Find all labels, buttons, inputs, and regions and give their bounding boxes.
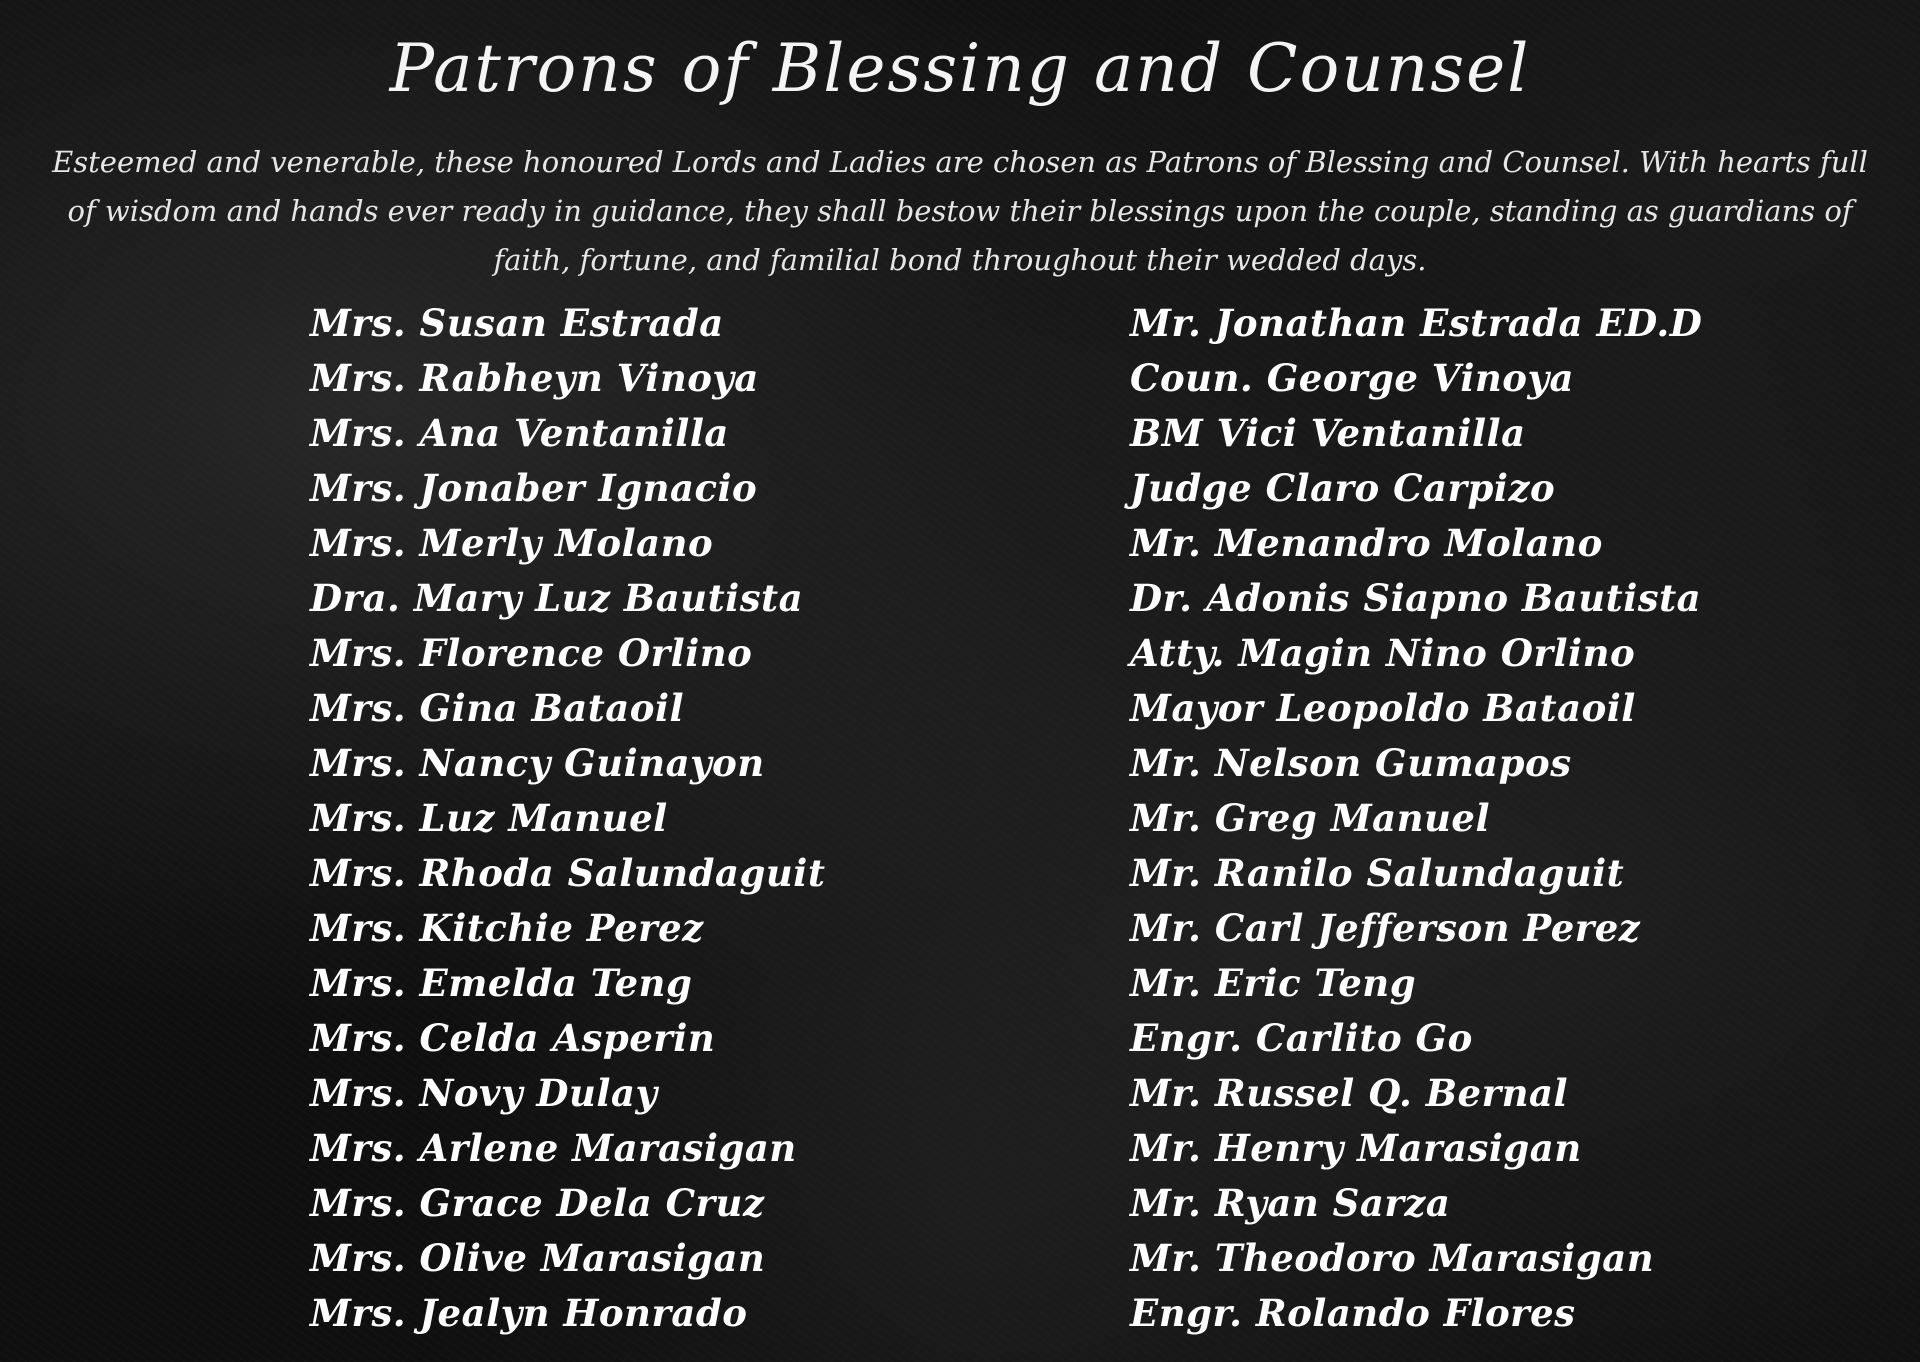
patron-name: Mrs. Rhoda Salundaguit <box>310 851 826 895</box>
patron-name: Mrs. Celda Asperin <box>310 1016 716 1060</box>
ladies-list <box>310 296 825 1341</box>
patron-name: Mrs. Ana Ventanilla <box>310 411 729 455</box>
patron-name: Judge Claro Carpizo <box>1130 466 1556 510</box>
patron-name: BM Vici Ventanilla <box>1130 411 1526 455</box>
patron-name: Dra. Mary Luz Bautista <box>310 576 804 620</box>
patron-name: Mrs. Emelda Teng <box>310 961 693 1005</box>
patron-name: Mrs. Rabheyn Vinoya <box>310 356 759 400</box>
patron-name: Mrs. Nancy Guinayon <box>310 741 765 785</box>
patron-name: Mrs. Jealyn Honrado <box>310 1291 748 1335</box>
patron-name: Engr. Rolando Flores <box>1130 1291 1576 1335</box>
lords-list <box>1130 296 1702 1341</box>
patron-name: Mayor Leopoldo Bataoil <box>1130 686 1636 730</box>
patron-name: Mrs. Susan Estrada <box>310 301 724 345</box>
patron-name: Mrs. Olive Marasigan <box>310 1236 766 1280</box>
patron-name: Coun. George Vinoya <box>1130 356 1574 400</box>
patron-name: Mr. Henry Marasigan <box>1130 1126 1582 1170</box>
patron-name: Mr. Ranilo Salundaguit <box>1130 851 1625 895</box>
patron-name: Mr. Greg Manuel <box>1130 796 1491 840</box>
patron-name: Mrs. Merly Molano <box>310 521 714 565</box>
patron-name: Mr. Eric Teng <box>1130 961 1417 1005</box>
patron-name: Atty. Magin Nino Orlino <box>1130 631 1636 675</box>
patron-name: Mr. Carl Jefferson Perez <box>1130 906 1641 950</box>
patron-name: Mr. Nelson Gumapos <box>1130 741 1572 785</box>
patron-name: Mrs. Luz Manuel <box>310 796 668 840</box>
patron-name: Mrs. Grace Dela Cruz <box>310 1181 765 1225</box>
patron-name: Dr. Adonis Siapno Bautista <box>1130 576 1702 620</box>
patron-name: Mr. Ryan Sarza <box>1130 1181 1451 1225</box>
patron-name: Mr. Theodoro Marasigan <box>1130 1236 1655 1280</box>
patron-name: Mrs. Gina Bataoil <box>310 686 685 730</box>
intro-paragraph: Esteemed and venerable, these honoured Lords and Ladies are chosen as Patrons of Blessing and Counsel. With hearts full of wisdom and hands ever ready in guidance, they shall bestow their blessings upon the couple, standing as guardians of faith, fortune, and familial bond throughout their wedded days. <box>52 145 1868 277</box>
patron-name: Engr. Carlito Go <box>1130 1016 1473 1060</box>
page-title: Patrons of Blessing and Counsel <box>389 30 1531 107</box>
patron-name: Mrs. Arlene Marasigan <box>310 1126 797 1170</box>
patron-name: Mrs. Jonaber Ignacio <box>310 466 758 510</box>
patron-name: Mr. Russel Q. Bernal <box>1130 1071 1568 1115</box>
patron-name: Mr. Menandro Molano <box>1130 521 1603 565</box>
patron-name: Mrs. Kitchie Perez <box>310 906 704 950</box>
patron-name: Mr. Jonathan Estrada ED.D <box>1130 301 1703 345</box>
patron-name: Mrs. Florence Orlino <box>310 631 753 675</box>
patron-name: Mrs. Novy Dulay <box>310 1071 658 1115</box>
